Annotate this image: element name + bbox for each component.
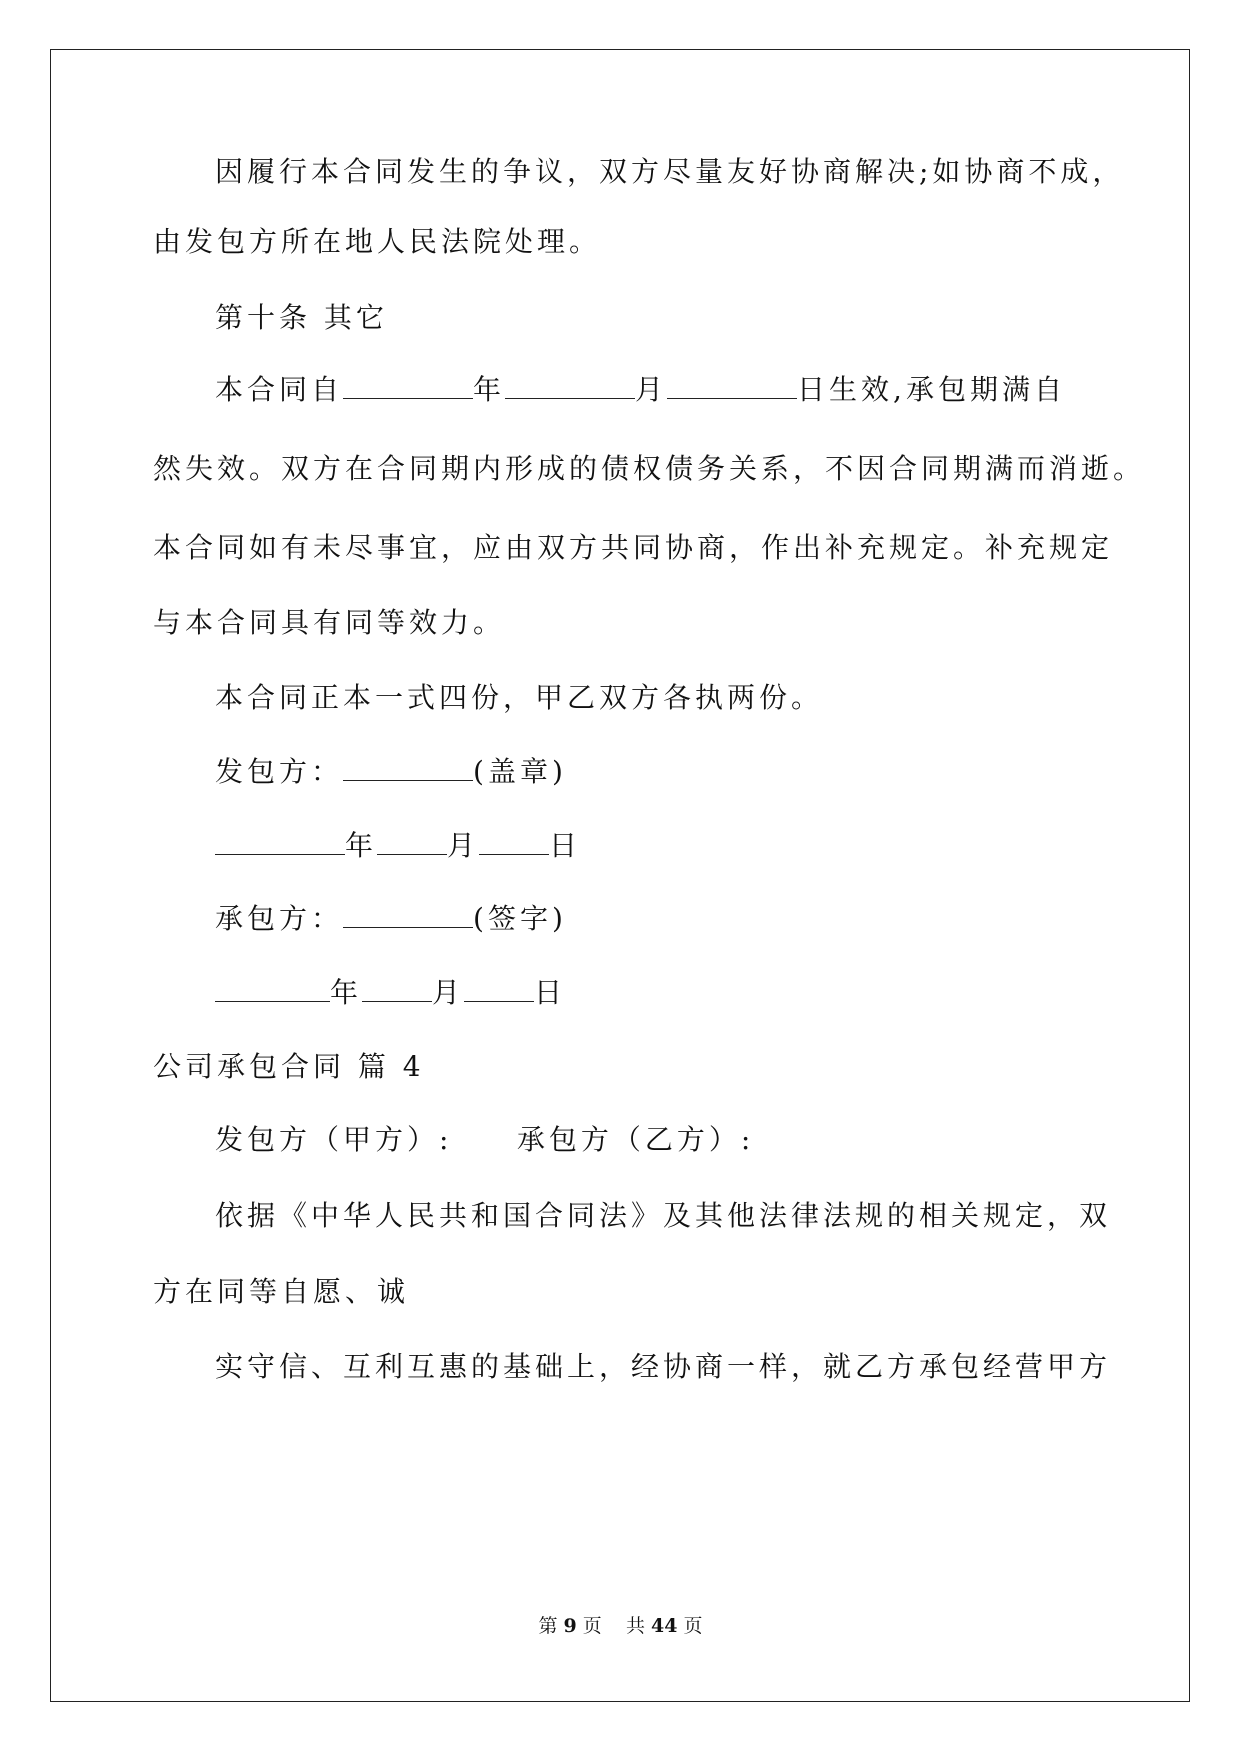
employer-year-blank: [215, 832, 345, 855]
employer-year: 年: [345, 829, 378, 862]
section-4-paragraph2-line1: 实守信、互利互惠的基础上，经协商一样，就乙方承包经营甲方: [215, 1350, 1112, 1383]
paragraph-effective-line2: 然失效。双方在合同期内形成的债权债务关系，不因合同期满而消逝。: [153, 452, 1146, 485]
footer-page-word: 页: [582, 1615, 602, 1637]
employer-day-blank: [479, 832, 549, 855]
footer-current-page: 9: [563, 1615, 577, 1637]
article-10-heading: 第十条 其它: [215, 301, 388, 334]
page-border: [50, 49, 1190, 1702]
contractor-day: 日: [534, 976, 567, 1009]
contractor-label: 承包方：: [215, 902, 344, 935]
employer-seal: (盖章): [473, 755, 567, 788]
paragraph-effective-line1: [215, 373, 1066, 406]
effective-prefix: 本合同自: [215, 373, 344, 406]
section-4-parties: 发包方（甲方）: 承包方（乙方）:: [215, 1123, 755, 1156]
footer-total-pages: 44: [651, 1615, 678, 1637]
employer-date-line: [215, 829, 582, 862]
employer-signature-line: [215, 755, 567, 788]
contractor-month-blank: [362, 979, 432, 1002]
contractor-date-line: [215, 976, 567, 1009]
month-blank: [505, 376, 635, 399]
paragraph-copies: 本合同正本一式四份，甲乙双方各执两份。: [215, 681, 824, 714]
employer-month: 月: [447, 829, 480, 862]
section-4-paragraph1-line1: 依据《中华人民共和国合同法》及其他法律法规的相关规定，双: [215, 1199, 1112, 1232]
contractor-signature-line: [215, 902, 567, 935]
employer-month-blank: [377, 832, 447, 855]
contractor-sign: (签字): [473, 902, 567, 935]
page-footer: [0, 1617, 1241, 1636]
employer-day: 日: [549, 829, 582, 862]
effective-suffix: 日生效,承包期满自: [797, 373, 1066, 406]
year-blank: [343, 376, 473, 399]
paragraph-effective-line3: 本合同如有未尽事宜，应由双方共同协商，作出补充规定。补充规定: [153, 531, 1114, 564]
contractor-year: 年: [330, 976, 363, 1009]
contractor-month: 月: [432, 976, 465, 1009]
employer-label: 发包方：: [215, 755, 344, 788]
section-4-paragraph1-line2: 方在同等自愿、诚: [153, 1275, 410, 1308]
contractor-blank: [343, 905, 473, 928]
paragraph-dispute-line1: 因履行本合同发生的争议，双方尽量友好协商解决;如协商不成，: [215, 155, 1125, 188]
paragraph-effective-line4: 与本合同具有同等效力。: [153, 606, 506, 639]
effective-month: 月: [635, 373, 668, 406]
footer-total-prefix: 共: [625, 1615, 645, 1637]
effective-year: 年: [473, 373, 506, 406]
paragraph-dispute-line2: 由发包方所在地人民法院处理。: [153, 225, 602, 258]
footer-prefix: 第: [538, 1615, 558, 1637]
employer-blank: [343, 758, 473, 781]
contractor-year-blank: [215, 979, 330, 1002]
day-blank: [667, 376, 797, 399]
footer-total-suffix: 页: [683, 1615, 703, 1637]
section-4-heading: 公司承包合同 篇 4: [153, 1050, 425, 1083]
contractor-day-blank: [464, 979, 534, 1002]
